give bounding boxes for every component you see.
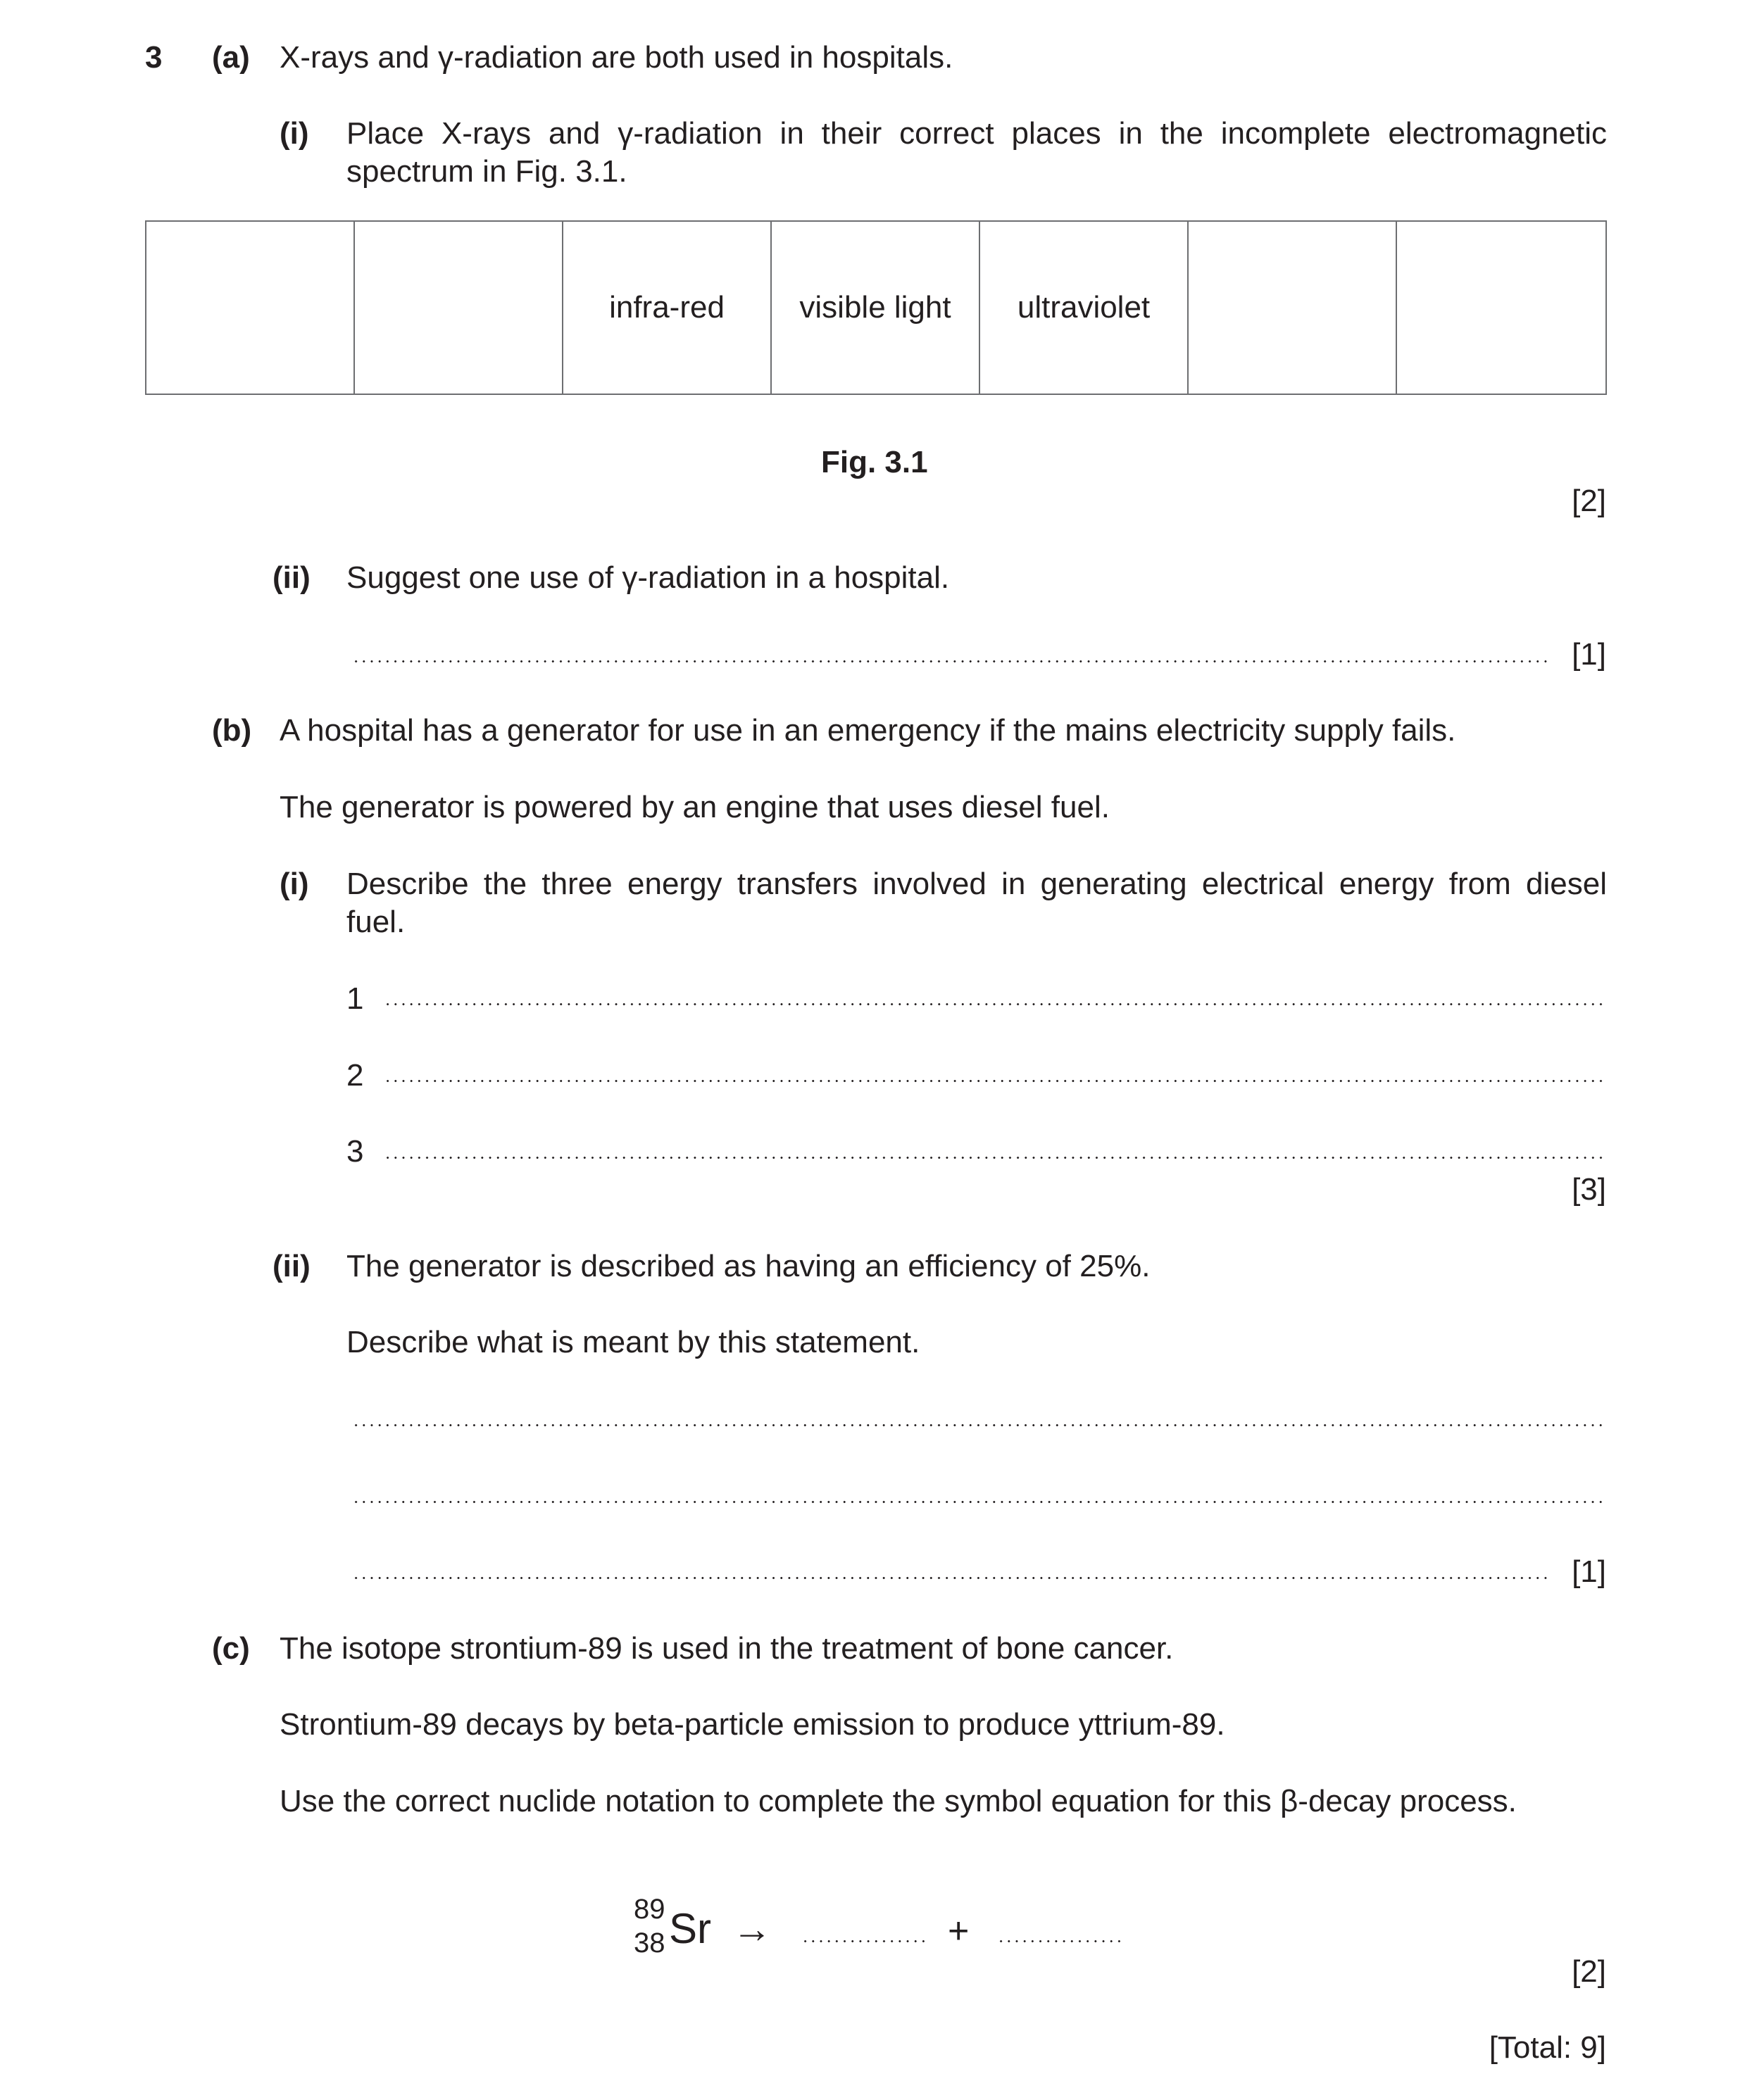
part-b-text1: A hospital has a generator for use in an emergency if the mains electricity supply fails. xyxy=(280,713,1456,748)
part-a-ii-text: Suggest one use of γ-radiation in a hospital. xyxy=(346,560,950,595)
answer-line-a-ii[interactable] xyxy=(352,660,1549,662)
mass-number: 89 xyxy=(634,1894,665,1925)
marks-c: [2] xyxy=(1572,1954,1606,1989)
part-b-i-line2: fuel. xyxy=(346,905,406,939)
part-a-i-line1: Place X-rays and γ-radiation in their correct places in the incomplete electromagnetic xyxy=(346,116,1607,151)
part-a-text: X-rays and γ-radiation are both used in hospitals. xyxy=(280,40,953,75)
part-c-label: (c) xyxy=(212,1631,250,1666)
marks-a-ii: [1] xyxy=(1572,637,1606,672)
answer-line-b-ii-2[interactable] xyxy=(352,1501,1603,1503)
reaction-arrow: → xyxy=(732,1906,772,1951)
part-b-i-label: (i) xyxy=(280,867,309,901)
spectrum-cell-7[interactable] xyxy=(1397,222,1605,394)
total-marks: [Total: 9] xyxy=(1489,2030,1606,2065)
part-c-text3: Use the correct nuclide notation to complete the symbol equation for this β-decay process. xyxy=(280,1784,1517,1818)
part-b-ii-label: (ii) xyxy=(273,1249,311,1283)
part-b-ii-text1: The generator is described as having an efficiency of 25%. xyxy=(346,1249,1151,1283)
em-spectrum-table xyxy=(145,220,1607,395)
answer-line-b-ii-1[interactable] xyxy=(352,1424,1603,1426)
spectrum-cell-6[interactable] xyxy=(1189,222,1397,394)
atomic-number: 38 xyxy=(634,1928,665,1958)
answer-line-b-i-2[interactable] xyxy=(384,1080,1603,1082)
part-b-text2: The generator is powered by an engine that uses diesel fuel. xyxy=(280,790,1110,824)
answer-line-b-i-1[interactable] xyxy=(384,1003,1603,1005)
energy-transfer-number-3: 3 xyxy=(346,1134,364,1169)
figure-caption: Fig. 3.1 xyxy=(821,445,928,479)
energy-transfer-number-1: 1 xyxy=(346,981,364,1016)
marks-a-i: [2] xyxy=(1572,484,1606,518)
answer-line-b-i-3[interactable] xyxy=(384,1157,1603,1159)
spectrum-cell-infra-red: infra-red xyxy=(563,222,772,394)
part-a-i-label: (i) xyxy=(280,116,309,151)
part-b-label: (b) xyxy=(212,713,252,748)
spectrum-cell-ultraviolet: ultraviolet xyxy=(980,222,1189,394)
part-a-i-line2: spectrum in Fig. 3.1. xyxy=(346,154,627,189)
part-c-text1: The isotope strontium-89 is used in the treatment of bone cancer. xyxy=(280,1631,1174,1666)
plus-sign: + xyxy=(948,1911,970,1951)
part-a-ii-label: (ii) xyxy=(273,560,311,595)
marks-b-i: [3] xyxy=(1572,1172,1606,1207)
spectrum-cell-visible-light: visible light xyxy=(772,222,980,394)
answer-line-b-ii-3[interactable] xyxy=(352,1577,1549,1579)
part-c-text2: Strontium-89 decays by beta-particle emission to produce yttrium-89. xyxy=(280,1707,1225,1742)
spectrum-cell-2[interactable] xyxy=(355,222,563,394)
part-b-ii-text2: Describe what is meant by this statement. xyxy=(346,1325,920,1359)
energy-transfer-number-2: 2 xyxy=(346,1058,364,1093)
spectrum-cell-1[interactable] xyxy=(146,222,355,394)
part-b-i-line1: Describe the three energy transfers involved in generating electrical energy from diesel xyxy=(346,867,1607,901)
element-symbol: Sr xyxy=(669,1905,711,1952)
product-blank-2[interactable] xyxy=(997,1940,1122,1942)
marks-b-ii: [1] xyxy=(1572,1554,1606,1589)
part-a-label: (a) xyxy=(212,40,250,75)
question-number: 3 xyxy=(145,40,163,75)
product-blank-1[interactable] xyxy=(801,1940,927,1942)
